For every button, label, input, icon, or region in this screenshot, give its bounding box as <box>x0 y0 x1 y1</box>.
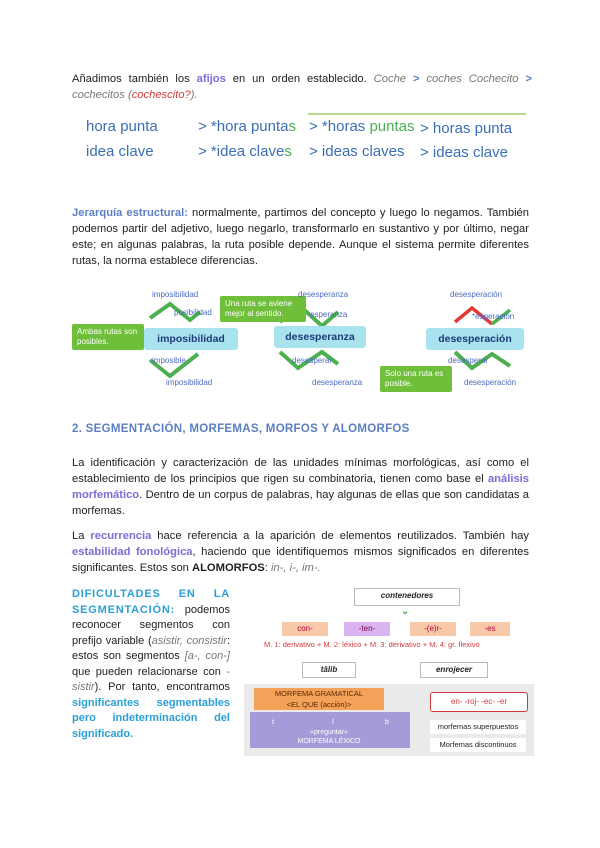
consonant-b: b <box>385 719 389 726</box>
example-asistir: asistir, consistir <box>151 634 227 647</box>
label-desesperacion-bottom: desesperación <box>464 378 517 387</box>
plural-examples <box>80 110 530 166</box>
note-solo-una-ruta: Solo una ruta es posible. <box>380 366 452 392</box>
label-imposibilidad-bottom: imposibilidad <box>166 378 213 387</box>
example-horas-puntas <box>309 118 415 135</box>
ident-text: La identificación y caracterización de las unidades mínimas morfológicas, así como el establecimiento de los principios que rigen su combinatoria, tienen como base el <box>72 457 529 485</box>
jerarquia-text: normalmente, partimos del concepto y luego lo negamos. También podemos partir del adjetivo, luego negarlo, transformarlo en sustantivo y por último, negar este; en algunas palabras, la ruta posible depende. Aunque el sistema permite diferentes rutas, la norma establece diferencias. <box>72 207 529 267</box>
box-imposibilidad: imposibilidad <box>144 328 238 350</box>
example-ideas-claves: > ideas claves <box>309 143 405 160</box>
term-conclusion: significantes segmentables pero indeterminación del significado. <box>72 696 230 740</box>
ex-text: > *horas <box>309 118 370 135</box>
dif-text: podemos reconocer segmentos con prefijo variable ( <box>72 603 230 647</box>
box-desesperanza: desesperanza <box>274 326 366 348</box>
word-formation-diagram <box>70 290 530 390</box>
ident-text-2: . Dentro de un corpus de palabras, hay algunas de ellas que son candidatas a morfemas. <box>72 489 529 517</box>
label-desesperar: desesperar <box>292 356 333 365</box>
ex-highlight: puntas <box>369 118 415 135</box>
label-desesperacion-top: desesperación <box>450 290 503 299</box>
example-idea-clave: idea clave <box>86 143 154 160</box>
lexico-label <box>274 728 384 746</box>
box-contenedores: contenedores <box>354 588 460 606</box>
example-segmentos: [a-, con-] <box>184 650 230 662</box>
intro-text: Añadimos también los <box>72 73 197 85</box>
paren: ( <box>127 89 132 101</box>
box-talib: tâlib <box>302 662 356 678</box>
arrow: > <box>525 73 532 85</box>
example-hora-puntas <box>198 118 296 135</box>
gram-label: MORFEMA GRAMATICAL <box>274 689 364 698</box>
example-coche: Coche <box>373 73 407 85</box>
ex-text: > *idea clave <box>198 143 285 160</box>
example-cochecito: Cochecito <box>468 73 519 85</box>
box-discontinuos: Morfemas discontinuos <box>430 738 526 752</box>
example-cochescito: cochescito? <box>131 89 191 101</box>
label-esperacion: *esperación <box>472 312 515 321</box>
consonant-l: l <box>332 719 334 726</box>
box-superpuestos: morfemas superpuestos <box>430 720 526 734</box>
note-ambas-rutas: Ambas rutas son posibles. <box>72 324 144 350</box>
recur-text-3: , haciendo que identifiquemos mismos significados en diferentes significantes. Estos son <box>72 546 529 574</box>
box-desesperacion: desesperación <box>426 328 524 350</box>
morph-er: -(e)r- <box>410 622 456 636</box>
example-cochecitos: cochecitos <box>72 89 125 101</box>
recur-text-2: hace referencia a la aparición de elementos reutilizados. También hay <box>151 530 529 542</box>
example-ideas-clave: > ideas clave <box>420 144 508 161</box>
jerarquia-paragraph <box>72 205 529 269</box>
recurrencia-paragraph <box>72 528 529 576</box>
morph-es: -es <box>470 622 510 636</box>
label-imposible: imposible <box>152 356 186 365</box>
box-enrojecer: enrojecer <box>420 662 488 678</box>
ex-highlight: s <box>288 118 296 135</box>
ex-text: > *hora punta <box>198 118 289 135</box>
intro-text-2: en un orden establecido. <box>225 73 374 85</box>
morph-legend: M. 1: derivativo + M. 2: léxico + M. 3: derivativo + M. 4: gr. flexivo <box>264 640 480 649</box>
arrow: > <box>412 73 420 85</box>
term-afijos: afijos <box>196 73 226 85</box>
divider-line <box>308 113 526 115</box>
morph-con: con- <box>282 622 328 636</box>
label-desesperanza-bottom: desesperanza <box>312 378 363 387</box>
dificultades-paragraph <box>72 587 230 742</box>
term-recurrencia: recurrencia <box>90 530 152 542</box>
box-morfema-gramatical <box>254 688 384 710</box>
label-desesperanza-top: desesperanza <box>298 290 349 299</box>
label-posibilidad: posibilidad <box>174 308 212 317</box>
example-alomorfos: in-, i-, im-. <box>270 562 321 574</box>
ex-highlight: s <box>284 143 292 160</box>
dif-text-3: que pueden relacionarse con <box>72 665 227 678</box>
recur-text: La <box>72 530 91 542</box>
term-estabilidad: estabilidad fonológica <box>72 546 193 558</box>
note-una-ruta: Una ruta se aviene mejor al sentido. <box>220 296 306 322</box>
label-esperanza: esperanza <box>310 310 348 319</box>
gram-sub: <EL QUE (acción)> <box>286 700 352 709</box>
term-analisis: análisis morfemático <box>72 473 529 501</box>
box-enrojecer-morphs: en- -roj- -ec- -er <box>430 692 528 712</box>
recur-text-4: : <box>264 562 271 574</box>
term-dificultades: DIFICULTADES EN LA SEGMENTACIÓN: <box>72 588 230 616</box>
paren: ). <box>190 89 198 101</box>
example-horas-punta: > horas punta <box>420 120 513 137</box>
morph-ten: -ten- <box>344 622 390 636</box>
example-idea-claves <box>198 143 292 160</box>
chevron-down-icon: ⌄ <box>401 606 410 617</box>
section-heading: 2. SEGMENTACIÓN, MORFEMAS, MORFOS Y ALOMORFOS <box>72 423 410 435</box>
intro-paragraph <box>72 71 532 103</box>
morpheme-diagram <box>244 586 534 756</box>
lex-label: MORFEMA LÉXICO <box>297 738 361 745</box>
label-desesperar-2: desesperar <box>448 356 489 365</box>
example-coches: coches <box>426 73 462 85</box>
example-sistir: -sistir <box>72 665 230 693</box>
dif-text-4: ). Por tanto, encontramos <box>94 681 230 693</box>
term-jerarquia: Jerarquía estructural: <box>72 207 188 219</box>
identificacion-paragraph <box>72 455 529 519</box>
term-alomorfos: ALOMORFOS <box>192 562 265 574</box>
label-imposibilidad-top: imposibilidad <box>152 290 199 299</box>
dif-text-2: : estos son segmentos <box>72 634 230 662</box>
example-hora-punta: hora punta <box>86 118 158 135</box>
lex-meaning: «preguntar» <box>310 729 348 736</box>
consonant-t: t <box>272 719 274 726</box>
